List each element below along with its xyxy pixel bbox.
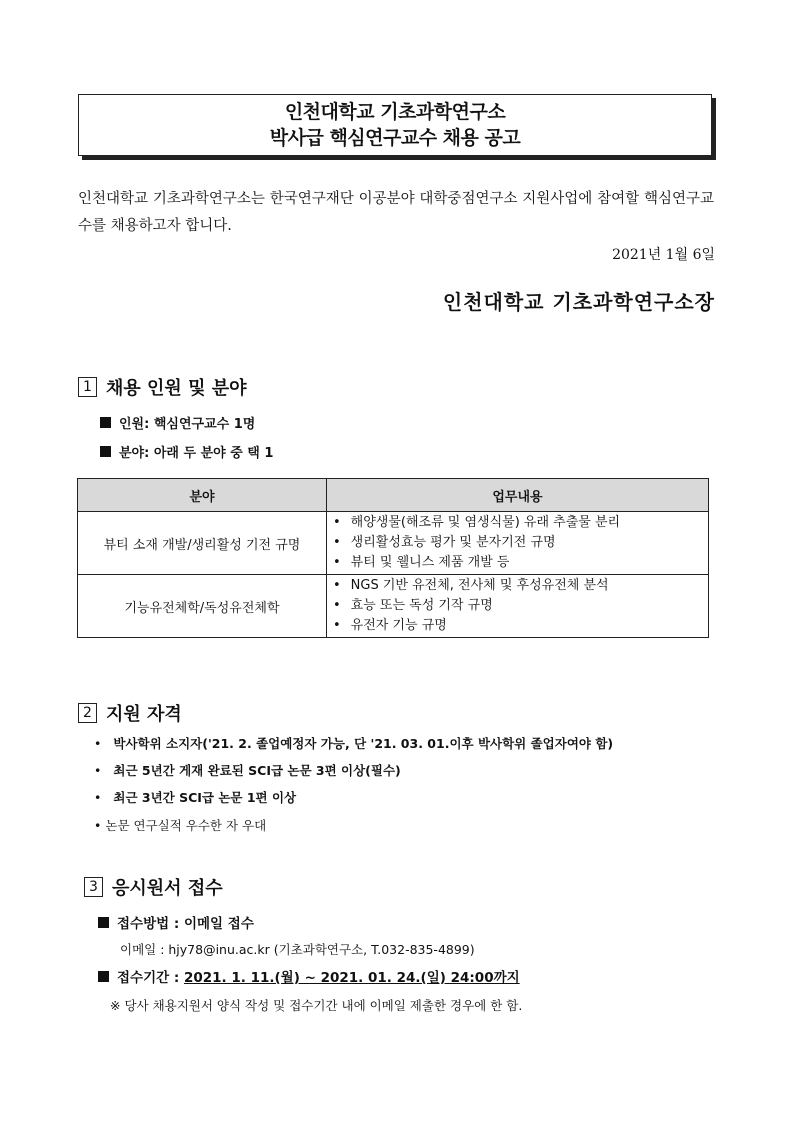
submission-notice: ※ 당사 채용지원서 양식 작성 및 접수기간 내에 이메일 제출한 경우에 한 함. [110,998,523,1013]
section2-title: 지원 자격 [106,704,182,725]
bullet-icon: • [94,735,102,751]
email-line: 이메일 : hjy78@inu.ac.kr (기초과학연구소, T.032-835-4899) [120,942,475,957]
table-header-field: 분야 [78,479,327,512]
announcement-date: 2021년 1월 6일 [612,247,715,263]
duty-item: • NGS 기반 유전체, 전사체 및 후성유전체 분석 [333,576,702,596]
section1-heading [78,374,247,400]
table-row [78,575,709,638]
bullet-icon: • [94,762,102,778]
duty-item: • 효능 또는 독성 기작 규명 [333,596,702,616]
field-table [77,478,709,638]
period-value: 2021. 1. 11.(월) ~ 2021. 01. 24.(일) 24:00까지 [183,970,520,986]
table-header-duties: 업무내용 [327,479,709,512]
table-cell-duties [327,575,709,638]
section1-item: 분야: 아래 두 분야 중 택 1 [100,442,273,461]
table-header-row [78,479,709,512]
bullet-icon: • [94,818,102,833]
duty-item: • 생리활성효능 평가 및 분자기전 규명 [333,533,702,553]
duty-item: • 유전자 기능 규명 [333,616,702,636]
table-cell-duties [327,512,709,575]
page-title: 인천대학교 기초과학연구소 [284,101,506,123]
table-cell-field: 뷰티 소재 개발/생리활성 기전 규명 [78,512,327,575]
bullet-icon: • [94,789,102,805]
intro-paragraph: 인천대학교 기초과학연구소는 한국연구재단 이공분야 대학중점연구소 지원사업에 참여할 핵심연구교수를 채용하고자 합니다. [78,191,714,234]
table-row [78,512,709,575]
submission-period: 접수기간 : 2021. 1. 11.(월) ~ 2021. 01. 24.(일) 24:00까지 [98,966,520,986]
section1-number: 1 [78,377,97,397]
table-cell-field: 기능유전체학/독성유전체학 [78,575,327,638]
section3-heading [84,874,223,900]
submission-method: 접수방법 : 이메일 접수 [98,912,254,932]
section2-heading [78,700,182,726]
qualification-item: • 최근 3년간 SCI급 논문 1편 이상 [94,789,297,805]
square-bullet-icon [100,417,111,428]
title-box [78,94,712,156]
section2-number: 2 [78,703,97,723]
section1-item: 인원: 핵심연구교수 1명 [100,413,255,432]
duty-item: • 해양생물(해조류 및 염생식물) 유래 추출물 분리 [333,513,702,533]
signature: 인천대학교 기초과학연구소장 [442,290,715,314]
square-bullet-icon [98,971,109,982]
page-subtitle: 박사급 핵심연구교수 채용 공고 [269,127,521,149]
qualification-note: • 논문 연구실적 우수한 자 우대 [94,818,267,833]
section3-title: 응시원서 접수 [112,878,223,899]
square-bullet-icon [100,446,111,457]
qualification-item: • 최근 5년간 게재 완료된 SCI급 논문 3편 이상(필수) [94,762,401,778]
section1-title: 채용 인원 및 분야 [106,378,247,399]
square-bullet-icon [98,917,109,928]
section3-number: 3 [84,877,103,897]
qualification-item: • 박사학위 소지자('21. 2. 졸업예정자 가능, 단 '21. 03. 01.이후 박사학위 졸업자여야 함) [94,735,614,751]
duty-item: • 뷰티 및 웰니스 제품 개발 등 [333,553,702,573]
